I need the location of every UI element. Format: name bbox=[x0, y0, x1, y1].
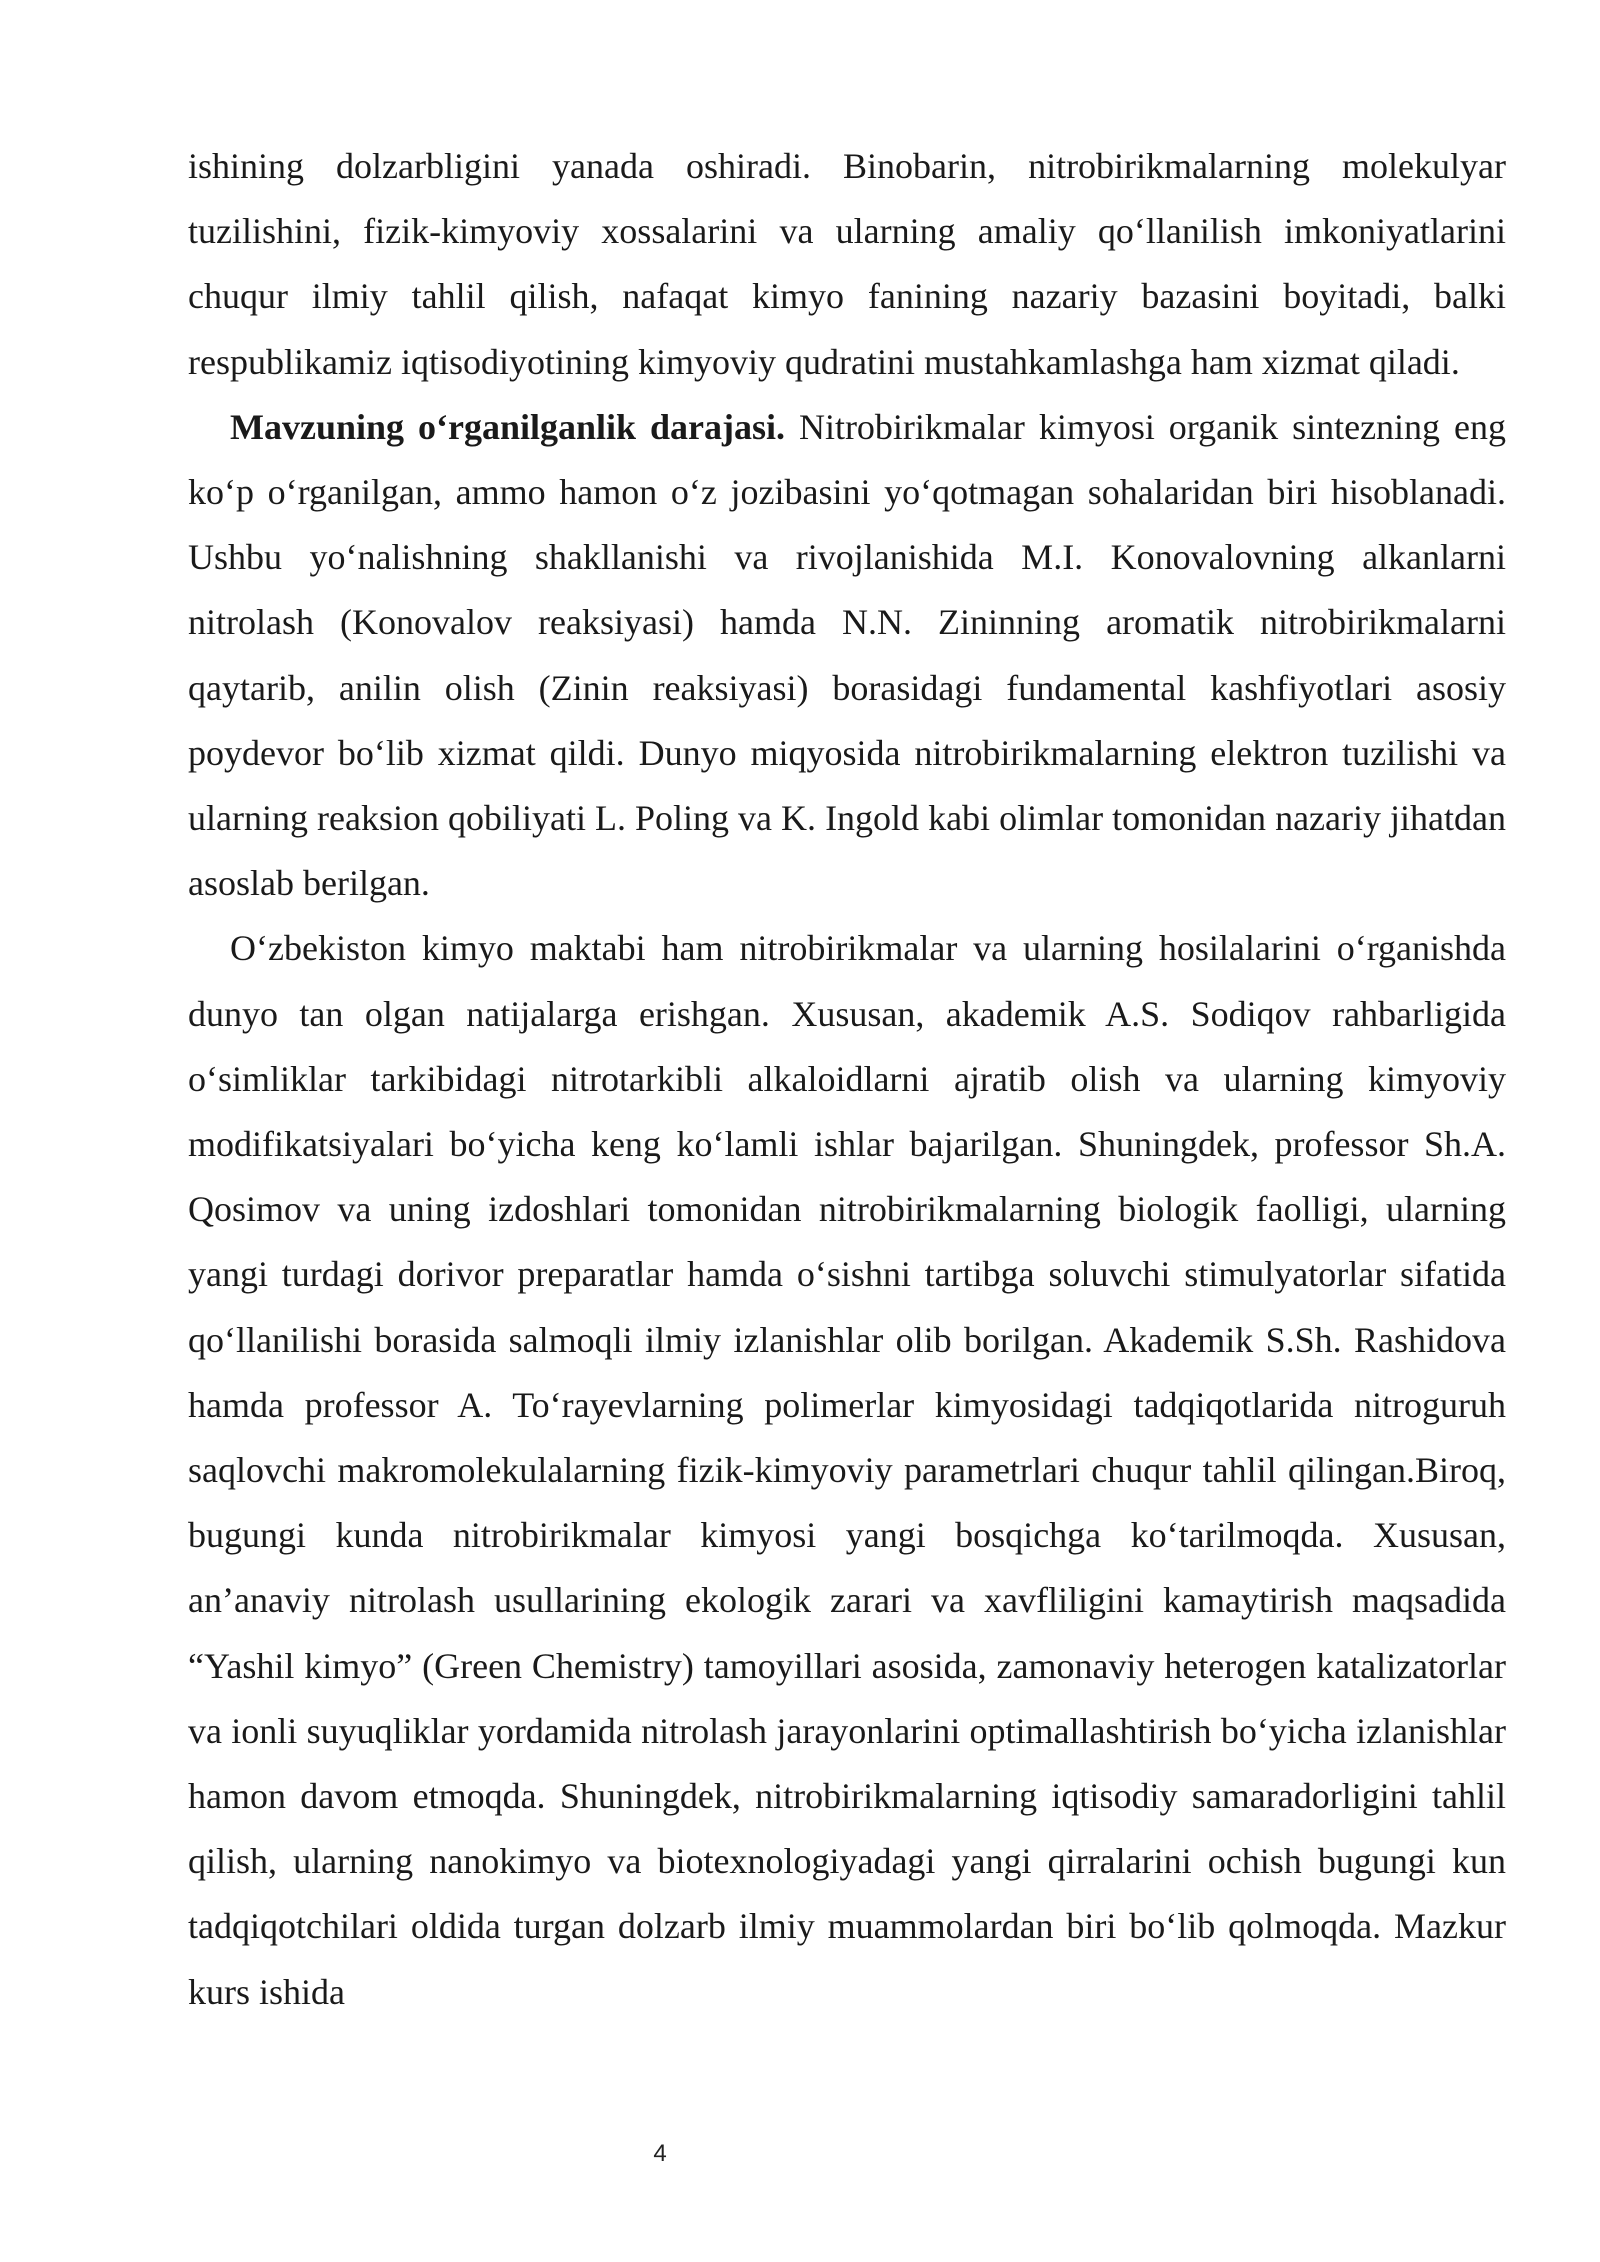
body-text bbox=[188, 134, 1506, 2025]
paragraph-text: O‘zbekiston kimyo maktabi ham nitrobirikmalar va ularning hosilalarini o‘rganishda dunyo tan olgan natijalarga erishgan. Xususan, akademik A.S. Sodiqov rahbarligida o‘simliklar tarkibidagi nitrotarkibli alkaloidlarni ajratib olish va ularning kimyoviy modifikatsiyalari bo‘yicha keng ko‘lamli ishlar bajarilgan. Shuningdek, professor Sh.A. Qosimov va uning izdoshlari tomonidan nitrobirikmalarning biologik faolligi, ularning yangi turdagi dorivor preparatlar hamda o‘sishni tartibga soluvchi stimulyatorlar sifatida qo‘llanilishi borasida salmoqli ilmiy izlanishlar olib borilgan. Akademik S.Sh. Rashidova hamda professor A. To‘rayevlarning polimerlar kimyosidagi tadqiqotlarida nitroguruh saqlovchi makromolekulalarning fizik-kimyoviy parametrlari chuqur tahlil qilingan.Biroq, bugungi kunda nitrobirikmalar kimyosi yangi bosqichga ko‘tarilmoqda. Xususan, an’anaviy nitrolash usullarining ekologik zarari va xavfliligini kamaytirish maqsadida “Yashil kimyo” (Green Chemistry) tamoyillari asosida, zamonaviy heterogen katalizatorlar va ionli suyuqliklar yordamida nitrolash jarayonlarini optimallashtirish bo‘yicha izlanishlar hamon davom etmoqda. Shuningdek, nitrobirikmalarning iqtisodiy samaradorligini tahlil qilish, ularning nanokimyo va biotexnologiyadagi yangi qirralarini ochish bugungi kun tadqiqotchilari oldida turgan dolzarb ilmiy muammolardan biri bo‘lib qolmoqda. Mazkur kurs ishida bbox=[188, 928, 1506, 2012]
paragraph-heading: Mavzuning o‘rganilganlik darajasi. bbox=[230, 406, 785, 447]
paragraph-text: ishining dolzarbligini yanada oshiradi. Binobarin, nitrobirikmalarning molekulyar tuzilishini, fizik-kimyoviy xossalarini va ularning amaliy qo‘llanilish imkoniyatlarini chuqur ilmiy tahlil qilish, nafaqat kimyo fanining nazariy bazasini boyitadi, balki respublikamiz iqtisodiyotining kimyoviy qudratini mustahkamlashga ham xizmat qiladi. bbox=[188, 146, 1506, 382]
page-number: 4 bbox=[653, 2140, 667, 2167]
paragraph-uzbekistan-school bbox=[188, 916, 1506, 2024]
paragraph-continuation bbox=[188, 134, 1506, 395]
paragraph-text: Nitrobirikmalar kimyosi organik sintezning eng ko‘p o‘rganilgan, ammo hamon o‘z jozibasini yo‘qotmagan sohalaridan biri hisoblanadi. Ushbu yo‘nalishning shakllanishi va rivojlanishida M.I. Konovalovning alkanlarni nitrolash (Konovalov reaksiyasi) hamda N.N. Zininning aromatik nitrobirikmalarni qaytarib, anilin olish (Zinin reaksiyasi) borasidagi fundamental kashfiyotlari asosiy poydevor bo‘lib xizmat qildi. Dunyo miqyosida nitrobirikmalarning elektron tuzilishi va ularning reaksion qobiliyati L. Poling va K. Ingold kabi olimlar tomonidan nazariy jihatdan asoslab berilgan. bbox=[188, 406, 1507, 904]
paragraph-study-level bbox=[188, 395, 1506, 917]
